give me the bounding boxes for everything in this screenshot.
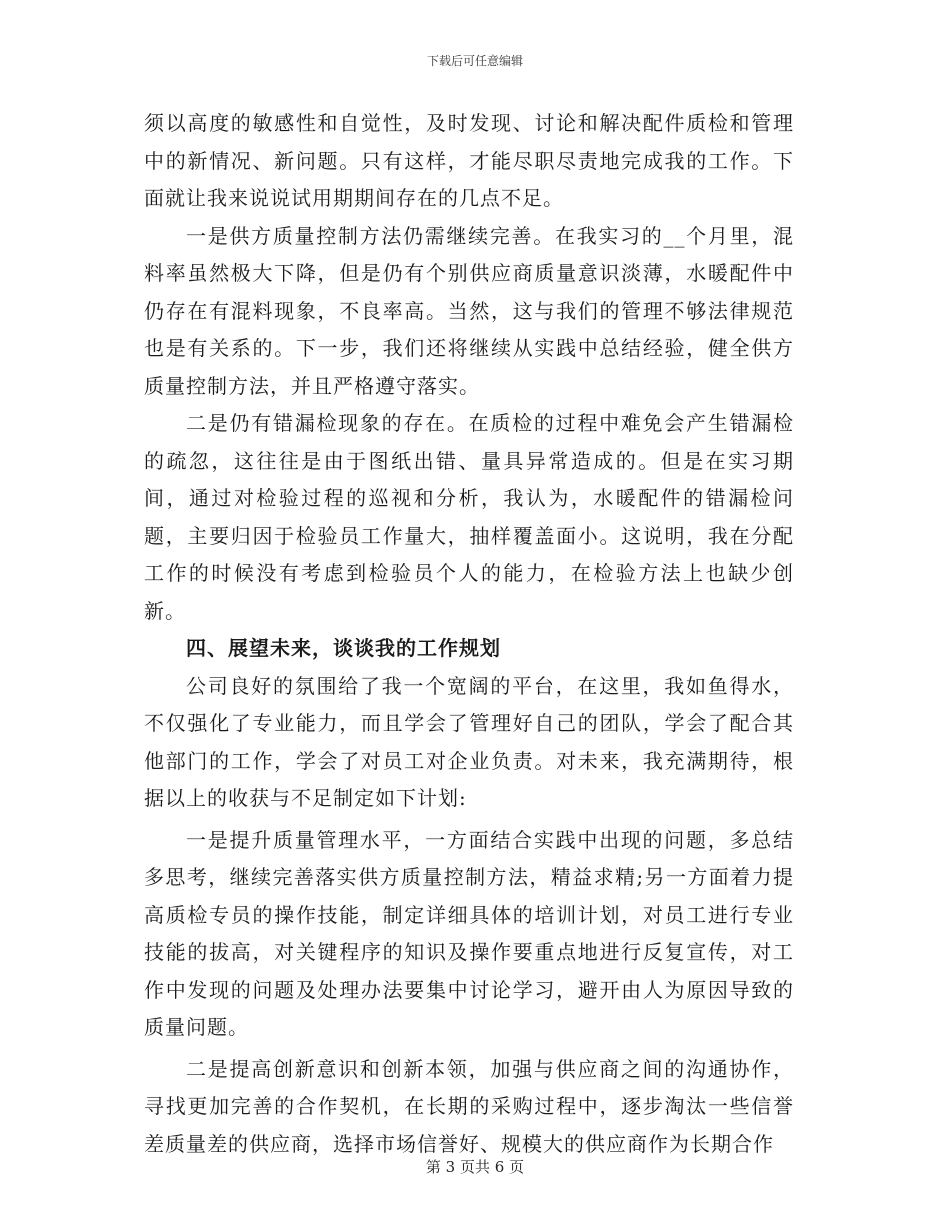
paragraph-plan-one: 一是提升质量管理水平，一方面结合实践中出现的问题，多总结多思考，继续完善落实供方质量控制方法，精益求精;另一方面着力提高质检专员的操作技能，制定详细具体的培训计划，对员工进行专业技能的拔高，对关键程序的知识及操作要重点地进行反复宣传，对工作中发现的问题及处理办法要集中讨论学习，避开由人为原因导致的质量问题。 <box>144 827 794 1039</box>
paragraph-outlook: 公司良好的氛围给了我一个宽阔的平台，在这里，我如鱼得水，不仅强化了专业能力，而且学会了管理好自己的团队，学会了配合其他部门的工作，学会了对员工对企业负责。对未来，我充满期待，根据以上的收获与不足制定如下计划: <box>144 673 794 810</box>
paragraph-plan-two: 二是提高创新意识和创新本领，加强与供应商之间的沟通协作，寻找更加完善的合作契机，在长期的采购过程中，逐步淘汰一些信誉差质量差的供应商，选择市场信誉好、规模大的供应商作为长期合作 <box>144 1056 794 1156</box>
paragraph-deficiency-one: 一是供方质量控制方法仍需继续完善。在我实习的__个月里，混料率虽然极大下降，但是仍有个别供应商质量意识淡薄，水暖配件中仍存在有混料现象，不良率高。当然，这与我们的管理不够法律规范也是有关系的。下一步，我们还将继续从实践中总结经验，健全供方质量控制方法，并且严格遵守落实。 <box>144 223 794 398</box>
paragraph-deficiency-two: 二是仍有错漏检现象的存在。在质检的过程中难免会产生错漏检的疏忽，这往往是由于图纸出错、量具异常造成的。但是在实习期间，通过对检验过程的巡视和分析，我认为，水暖配件的错漏检问题，主要归因于检验员工作量大，抽样覆盖面小。这说明，我在分配工作的时候没有考虑到检验员个人的能力，在检验方法上也缺少创新。 <box>144 411 794 623</box>
page-header: 下载后可任意编辑 <box>426 54 523 68</box>
page-footer: 第 3 页共 6 页 <box>425 1158 525 1176</box>
document-body <box>144 105 794 1163</box>
paragraph-continuation: 须以高度的敏感性和自觉性，及时发现、讨论和解决配件质检和管理中的新情况、新问题。只有这样，才能尽职尽责地完成我的工作。下面就让我来说说试用期期间存在的几点不足。 <box>144 111 794 210</box>
section-heading: 四、展望未来，谈谈我的工作规划 <box>186 636 501 660</box>
